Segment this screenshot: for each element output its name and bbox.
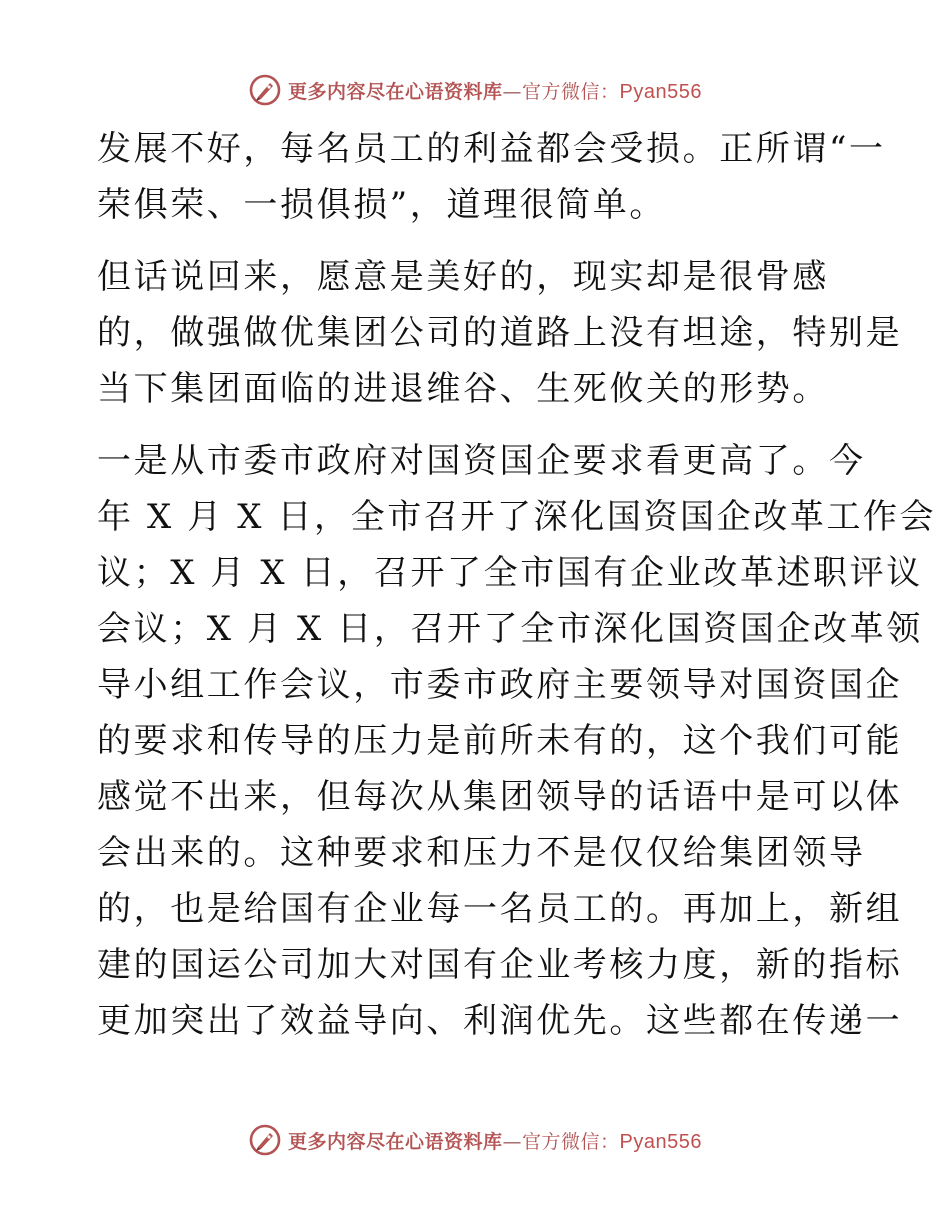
header-watermark-banner	[0, 70, 950, 110]
text-line: 但话说回来，愿意是美好的，现实却是很骨感	[97, 257, 829, 297]
paragraph-3	[97, 433, 937, 1049]
banner-dash: —	[502, 1130, 523, 1153]
text-line: 发展不好，每名员工的利益都会受损。正所谓“一	[97, 129, 886, 169]
wechat-id: Pyan556	[619, 1130, 702, 1153]
text-line: 的，做强做优集团公司的道路上没有坦途，特别是	[97, 313, 903, 353]
text-line: 更加突出了效益导向、利润优先。这些都在传递一	[97, 1001, 903, 1041]
text-line: 会议；X 月 X 日，召开了全市深化国资国企改革领	[97, 609, 923, 649]
banner-text	[288, 77, 702, 104]
paragraph-1	[97, 121, 886, 233]
wechat-id: Pyan556	[619, 80, 702, 103]
library-name: 更多内容尽在心语资料库	[288, 1130, 503, 1153]
text-line: 当下集团面临的进退维谷、生死攸关的形势。	[97, 369, 829, 409]
library-name: 更多内容尽在心语资料库	[288, 80, 503, 103]
banner-dash: —	[502, 80, 523, 103]
wechat-label: 官方微信：	[522, 1130, 620, 1153]
text-line: 议；X 月 X 日，召开了全市国有企业改革述职评议	[97, 553, 923, 593]
pen-nib-logo-icon	[248, 73, 282, 107]
pen-nib-logo-icon	[248, 1123, 282, 1157]
text-line: 会出来的。这种要求和压力不是仅仅给集团领导	[97, 833, 866, 873]
text-line: 建的国运公司加大对国有企业考核力度，新的指标	[97, 945, 903, 985]
text-line: 感觉不出来，但每次从集团领导的话语中是可以体	[97, 777, 903, 817]
footer-watermark-banner	[0, 1120, 950, 1160]
text-line: 荣俱荣、一损俱损”，道理很简单。	[97, 185, 666, 225]
text-line: 导小组工作会议，市委市政府主要领导对国资国企	[97, 665, 903, 705]
text-line: 一是从市委市政府对国资国企要求看更高了。今	[97, 441, 866, 481]
text-line: 年 X 月 X 日，全市召开了深化国资国企改革工作会	[97, 497, 937, 537]
document-body	[97, 121, 937, 1049]
banner-text	[288, 1127, 702, 1154]
wechat-label: 官方微信：	[522, 80, 620, 103]
text-line: 的，也是给国有企业每一名员工的。再加上，新组	[97, 889, 903, 929]
paragraph-2	[97, 249, 903, 417]
text-line: 的要求和传导的压力是前所未有的，这个我们可能	[97, 721, 903, 761]
